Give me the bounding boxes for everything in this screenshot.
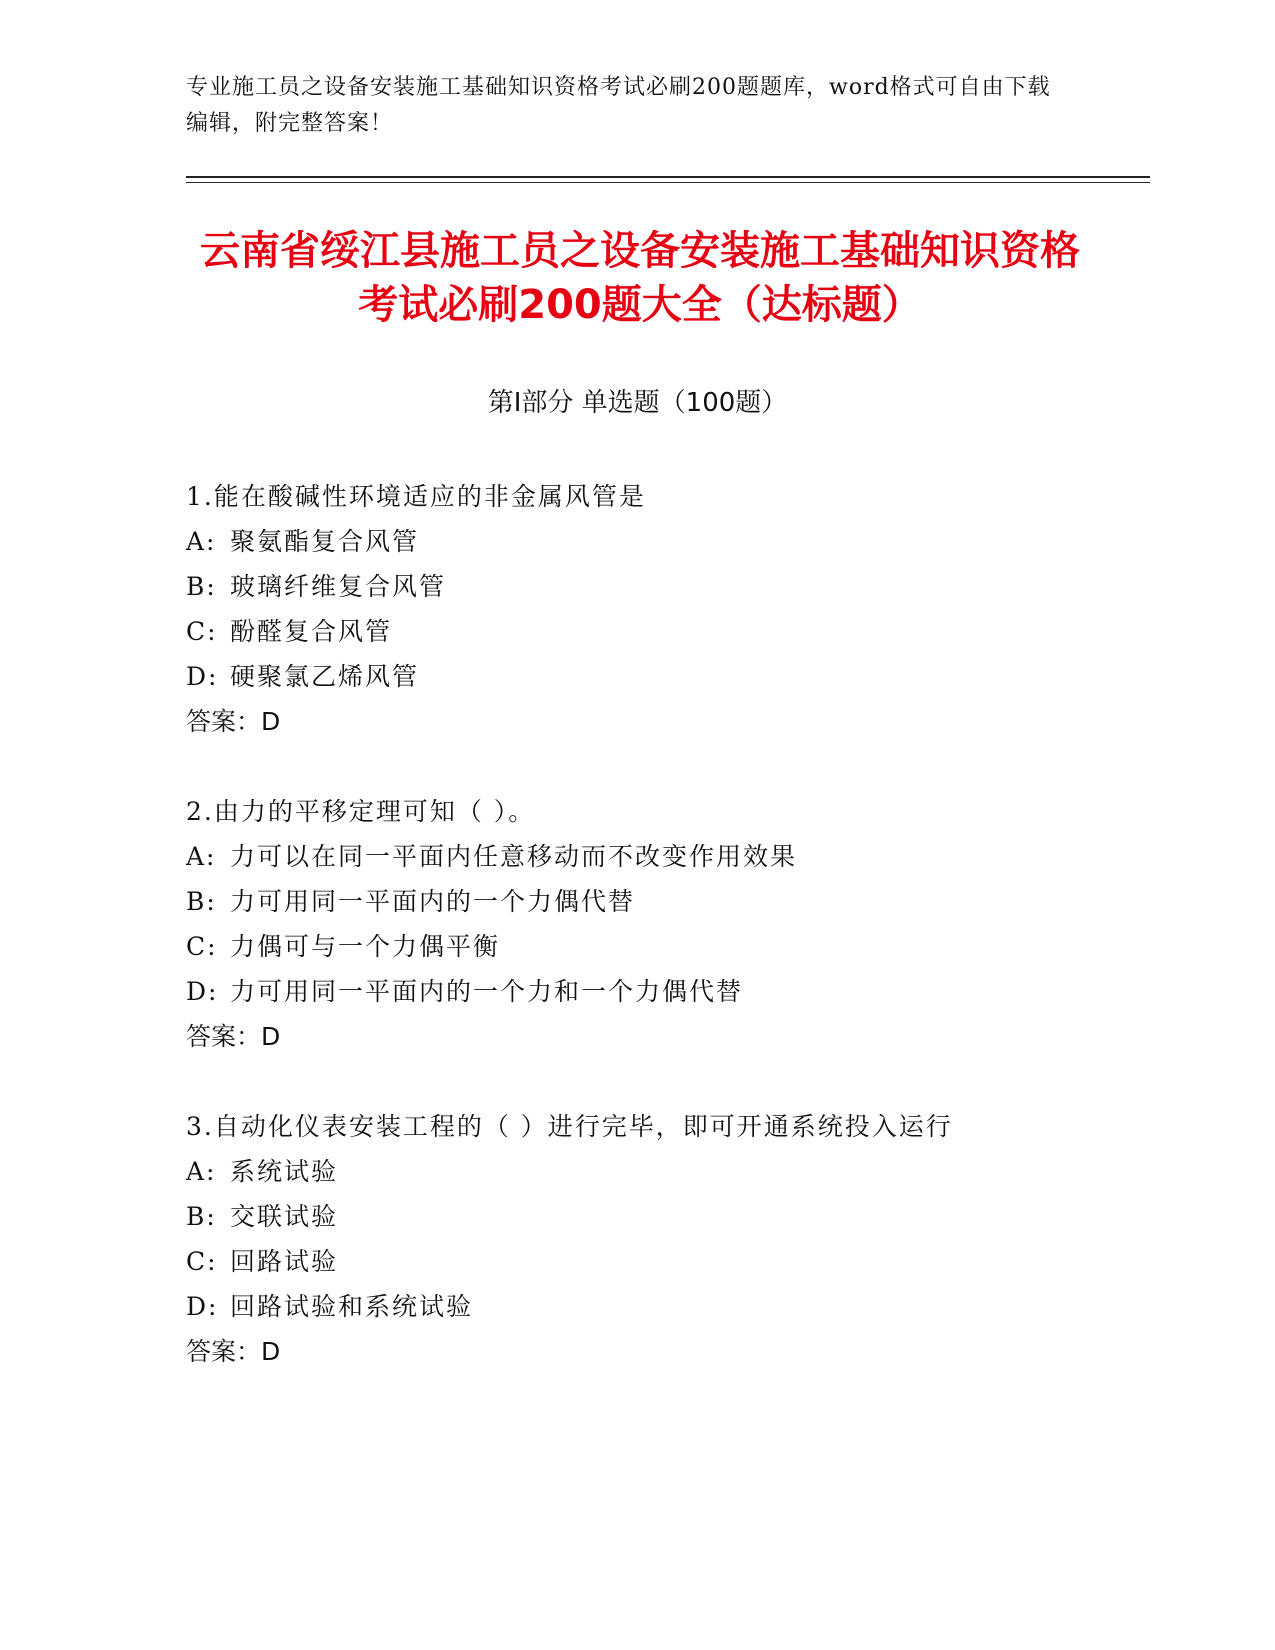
option-text: 玻璃纤维复合风管 (230, 572, 447, 601)
option-letter: B: (186, 1202, 217, 1231)
option-b (186, 879, 1146, 924)
option-d (186, 969, 1146, 1014)
question-3 (186, 1104, 1146, 1374)
option-text: 力可以在同一平面内任意移动而不改变作用效果 (230, 842, 798, 871)
option-d (186, 654, 1146, 699)
question-stem: 2.由力的平移定理可知（ ）。 (186, 797, 536, 826)
option-letter: C: (186, 932, 218, 961)
option-c (186, 1239, 1146, 1284)
option-letter: D: (186, 977, 219, 1006)
question-1 (186, 474, 1146, 744)
option-c (186, 609, 1146, 654)
option-letter: D: (186, 1292, 219, 1321)
option-a (186, 1149, 1146, 1194)
answer-line: 答案：D (186, 1337, 281, 1366)
option-text: 力可用同一平面内的一个力偶代替 (230, 887, 636, 916)
question-stem: 1.能在酸碱性环境适应的非金属风管是 (186, 482, 646, 511)
option-b (186, 564, 1146, 609)
question-list (186, 474, 1146, 1419)
option-text: 聚氨酯复合风管 (230, 527, 420, 556)
option-text: 回路试验和系统试验 (230, 1292, 474, 1321)
option-text: 力偶可与一个力偶平衡 (230, 932, 501, 961)
option-letter: A: (186, 527, 217, 556)
answer-line: 答案：D (186, 707, 281, 736)
option-a (186, 519, 1146, 564)
section-heading: 第Ⅰ部分 单选题（100题） (487, 388, 788, 418)
option-a (186, 834, 1146, 879)
option-b (186, 1194, 1146, 1239)
option-d (186, 1284, 1146, 1329)
option-text: 交联试验 (230, 1202, 339, 1231)
option-text: 回路试验 (230, 1247, 339, 1276)
option-text: 酚醛复合风管 (230, 617, 393, 646)
option-text: 系统试验 (230, 1157, 339, 1186)
option-letter: B: (186, 572, 217, 601)
option-letter: A: (186, 842, 217, 871)
header-divider-thick (186, 176, 1150, 178)
option-c (186, 924, 1146, 969)
option-letter: D: (186, 662, 219, 691)
question-2 (186, 789, 1146, 1059)
header-note: 专业施工员之设备安装施工基础知识资格考试必刷200题题库，word格式可自由下载编辑，附完整答案！ (186, 75, 1051, 136)
option-letter: C: (186, 617, 218, 646)
option-text: 硬聚氯乙烯风管 (230, 662, 420, 691)
option-letter: C: (186, 1247, 218, 1276)
answer-line: 答案：D (186, 1022, 281, 1051)
header-divider-thin (186, 182, 1150, 183)
question-stem: 3.自动化仪表安装工程的（ ）进行完毕，即可开通系统投入运行 (186, 1112, 953, 1141)
option-letter: A: (186, 1157, 217, 1186)
option-letter: B: (186, 887, 217, 916)
document-title: 云南省绥江县施工员之设备安装施工基础知识资格考试必刷200题大全（达标题） (200, 228, 1080, 328)
option-text: 力可用同一平面内的一个力和一个力偶代替 (230, 977, 744, 1006)
